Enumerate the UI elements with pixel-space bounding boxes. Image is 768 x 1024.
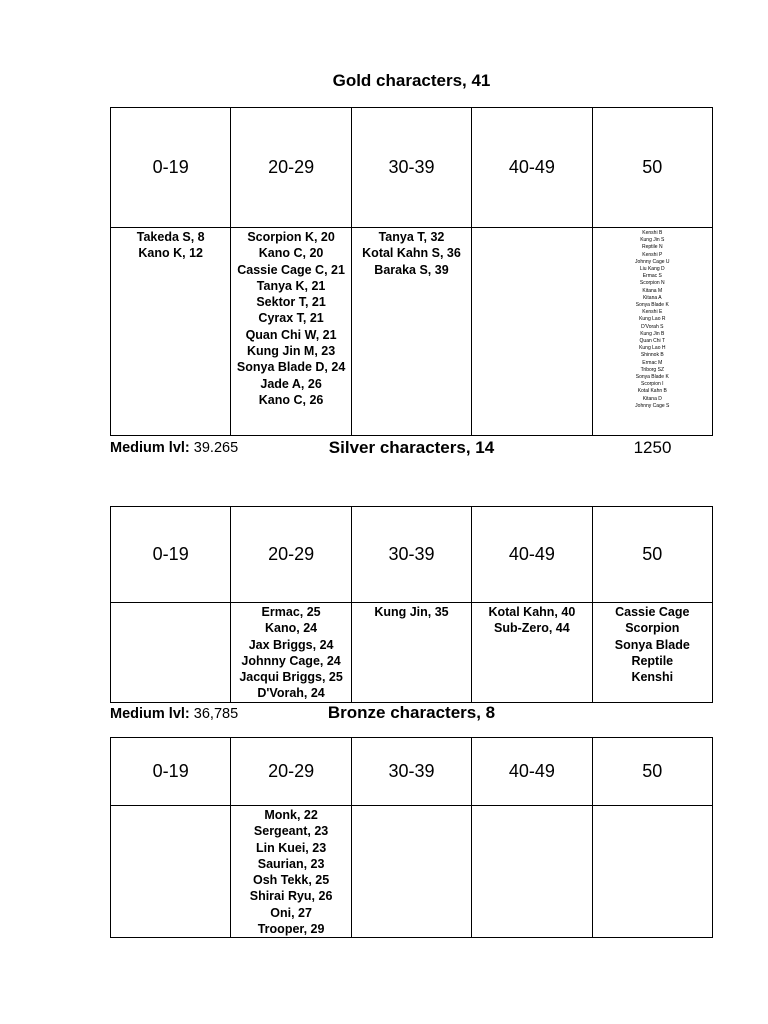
gold-col-1 (231, 228, 351, 436)
silver-col-4 (592, 603, 712, 703)
character-entry: Kotal Kahn B (637, 388, 667, 395)
character-entry: Scorpion N (639, 280, 665, 287)
character-entry: Sektor T, 21 (256, 295, 326, 310)
character-entry: Kitana M (642, 287, 663, 294)
character-entry: Kung Lao R (639, 316, 666, 323)
character-entry: Oni, 27 (270, 905, 312, 920)
character-entry: Kung Jin, 35 (374, 605, 449, 619)
character-entry: Ermac, 25 (261, 605, 321, 619)
character-entry: Kung Lao H (639, 345, 666, 352)
character-entry: Jade A, 26 (260, 376, 322, 391)
bronze-header-1: 20-29 (231, 738, 351, 806)
character-entry: Kenshi P (642, 251, 663, 258)
character-entry: Kenshi B (642, 230, 663, 236)
gold-title: Gold characters, 41 (332, 71, 491, 90)
character-entry: Kano C, 20 (258, 246, 324, 261)
character-entry: Osh Tekk, 25 (252, 873, 330, 888)
character-entry: D'Vorah S (641, 323, 664, 330)
silver-header-1: 20-29 (231, 507, 351, 603)
character-entry: Kitana A (642, 294, 662, 301)
character-entry: Takeda S, 8 (136, 230, 205, 244)
character-entry: Jacqui Briggs, 25 (239, 670, 343, 685)
character-entry: Trooper, 29 (257, 922, 325, 937)
gold-header-3: 40-49 (472, 108, 592, 228)
character-entry: Sonya Blade K (635, 374, 669, 381)
gold-data-row (111, 228, 713, 436)
bronze-header-4: 50 (592, 738, 712, 806)
character-entry: Sergeant, 23 (253, 824, 329, 839)
bronze-title: Bronze characters, 8 (327, 703, 496, 722)
character-entry: Liu Kang D (639, 266, 665, 273)
gold-header-2: 30-39 (351, 108, 471, 228)
character-entry: Johnny Cage, 24 (241, 653, 341, 668)
silver-col-2 (351, 603, 471, 703)
bronze-header-row (111, 738, 713, 806)
character-entry: Cassie Cage C, 21 (237, 262, 345, 277)
character-entry: Quan Chi W, 21 (245, 327, 337, 342)
character-entry: Saurian, 23 (257, 856, 325, 871)
character-entry: Kotal Kahn S, 36 (362, 246, 461, 261)
character-entry: Johnny Cage S (635, 402, 670, 409)
character-entry: Kung Jin S (640, 237, 665, 244)
character-entry: Sonya Blade D, 24 (236, 360, 346, 375)
character-entry: Kitana D (642, 395, 662, 402)
character-entry: Kano K, 12 (138, 246, 203, 261)
gold-header-0: 0-19 (111, 108, 231, 228)
character-entry: Ermac S (642, 273, 662, 280)
character-entry: Jax Briggs, 24 (248, 637, 334, 652)
silver-title: Silver characters, 14 (328, 438, 495, 457)
bronze-data-row (111, 806, 713, 938)
silver-header-4: 50 (592, 507, 712, 603)
gold-extra-value: 1250 (633, 438, 672, 457)
gold-header-row (111, 108, 713, 228)
character-entry: Reptile N (641, 244, 663, 251)
gold-col-3 (472, 228, 592, 436)
silver-header-3: 40-49 (472, 507, 592, 603)
bronze-header-2: 30-39 (351, 738, 471, 806)
silver-col-1 (231, 603, 351, 703)
character-entry: Kotal Kahn, 40 (488, 605, 576, 619)
character-entry: Baraka S, 39 (374, 262, 449, 277)
character-entry: Tanya T, 32 (378, 230, 445, 244)
character-entry: Kung Jin M, 23 (246, 344, 336, 359)
bronze-col-3 (472, 806, 592, 938)
character-entry: Scorpion I (641, 381, 664, 388)
character-entry: Scorpion (625, 621, 680, 636)
character-entry: Scorpion K, 20 (247, 230, 335, 244)
character-entry: D'Vorah, 24 (257, 686, 325, 701)
silver-table (110, 506, 713, 703)
gold-col-0 (111, 228, 231, 436)
gold-header-4: 50 (592, 108, 712, 228)
bronze-header-0: 0-19 (111, 738, 231, 806)
silver-header-row (111, 507, 713, 603)
silver-data-row (111, 603, 713, 703)
character-entry: Lin Kuei, 23 (256, 840, 327, 855)
character-entry: Sonya Blade K (635, 302, 669, 309)
bronze-col-0 (111, 806, 231, 938)
silver-header-0: 0-19 (111, 507, 231, 603)
character-entry: Shirai Ryu, 26 (249, 889, 333, 904)
character-entry: Kenshi (631, 670, 674, 685)
gold-col-4 (592, 228, 712, 436)
character-entry: Kano, 24 (265, 621, 318, 636)
gold-medium-label: Medium lvl: (110, 440, 190, 456)
character-entry: Triborg SZ (640, 366, 664, 373)
character-entry: Sonya Blade (614, 637, 690, 652)
character-entry: Ermac M (642, 359, 663, 366)
silver-col-0 (111, 603, 231, 703)
character-entry: Kenshi E (642, 309, 663, 316)
character-entry: Quan Chi T (639, 338, 666, 345)
bronze-col-1 (231, 806, 351, 938)
bronze-table (110, 737, 713, 938)
character-entry: Johnny Cage U (635, 258, 670, 265)
character-entry: Shinnok B (640, 352, 664, 359)
silver-header-2: 30-39 (351, 507, 471, 603)
character-entry: Monk, 22 (264, 808, 318, 822)
gold-col-2 (351, 228, 471, 436)
silver-medium-value: 36,785 (189, 706, 239, 722)
gold-header-1: 20-29 (231, 108, 351, 228)
bronze-col-2 (351, 806, 471, 938)
bronze-col-4 (592, 806, 712, 938)
character-entry: Tanya K, 21 (256, 278, 326, 293)
character-entry: Reptile (631, 653, 674, 668)
character-entry: Kano C, 26 (258, 392, 324, 407)
character-entry: Kung Jin B (640, 330, 665, 337)
silver-medium-label: Medium lvl: (110, 706, 190, 722)
silver-col-3 (472, 603, 592, 703)
gold-table (110, 107, 713, 436)
character-entry: Sub-Zero, 44 (494, 621, 570, 636)
character-entry: Cassie Cage (615, 605, 690, 619)
gold-medium-value: 39.265 (189, 440, 239, 456)
bronze-header-3: 40-49 (472, 738, 592, 806)
character-entry: Cyrax T, 21 (258, 311, 324, 326)
